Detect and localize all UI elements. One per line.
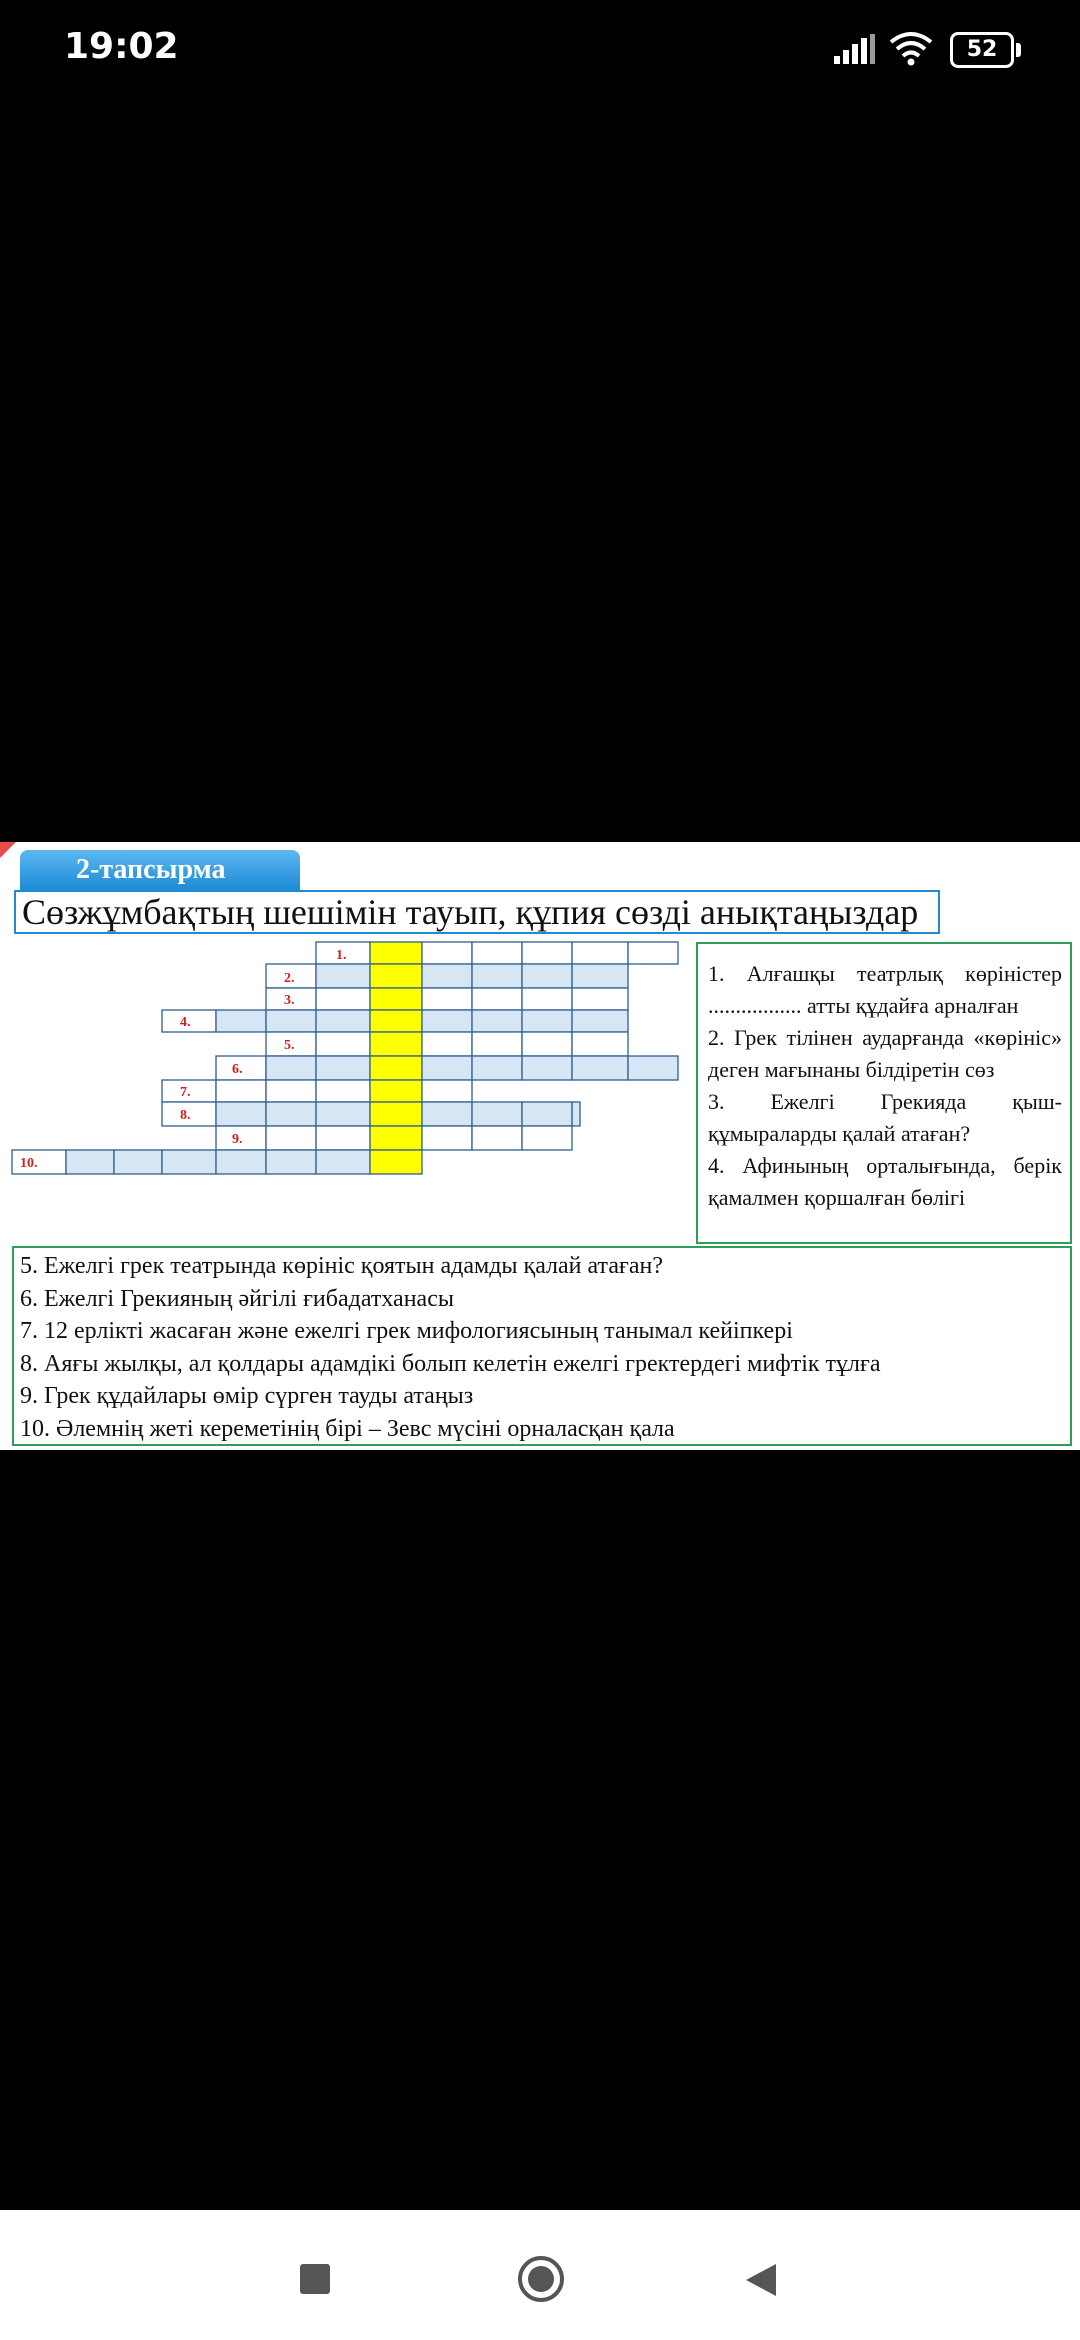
crossword-cell <box>522 1056 572 1080</box>
crossword-cell <box>522 1010 572 1032</box>
crossword-cell <box>522 1032 572 1056</box>
clue-text-1: 1. Алғашқы театрлық көріністер ................. атты құдайға арналған <box>708 961 1062 1018</box>
crossword-cell <box>422 1056 472 1080</box>
crossword-cell <box>316 1080 370 1102</box>
crossword-cell-key <box>370 1126 422 1150</box>
battery-icon: 52 <box>950 32 1014 68</box>
clue-number-3: 3. <box>284 993 295 1008</box>
crossword-cell-key <box>370 1150 422 1174</box>
crossword-cell <box>66 1150 114 1174</box>
crossword-cell <box>316 1032 370 1056</box>
status-bar <box>0 0 1080 100</box>
crossword-cell <box>216 1150 266 1174</box>
crossword-cell-key <box>370 1056 422 1080</box>
crossword-cell <box>472 1102 522 1126</box>
task-tag: 2-тапсырма <box>20 850 300 890</box>
crossword-cell <box>472 1056 522 1080</box>
crossword-cell <box>422 964 472 988</box>
task-title: Сөзжұмбақтың шешімін тауып, құпия сөзді анықтаңыздар <box>14 890 940 934</box>
crossword-cell <box>114 1150 162 1174</box>
crossword-cell <box>572 1056 628 1080</box>
clue-number-6: 6. <box>232 1062 243 1077</box>
crossword-cell <box>316 1150 370 1174</box>
crossword-cell-key <box>370 942 422 964</box>
crossword-cell <box>422 1080 472 1102</box>
crossword-cell <box>522 1126 572 1150</box>
crossword-cell <box>472 1126 522 1150</box>
crossword-cell <box>316 964 370 988</box>
crossword-cell <box>266 1102 316 1126</box>
crossword-cell <box>522 964 572 988</box>
crossword-cell-key <box>370 1010 422 1032</box>
clue-text-9: 9. Грек құдайлары өмір сүрген тауды атаңыз <box>20 1383 474 1409</box>
crossword-cell <box>216 1080 266 1102</box>
navigation-bar <box>0 2210 1080 2340</box>
crossword-cell <box>266 1080 316 1102</box>
crossword-cell <box>572 988 628 1010</box>
crossword-cell <box>572 942 628 964</box>
crossword-cell <box>316 1102 370 1126</box>
crossword-cell <box>422 1126 472 1150</box>
back-button[interactable] <box>744 2262 778 2298</box>
crossword-cell <box>422 1010 472 1032</box>
wifi-icon <box>888 30 934 66</box>
clue-number-9: 9. <box>232 1132 243 1147</box>
crossword-cell <box>572 1102 580 1126</box>
crossword-cell <box>422 1102 472 1126</box>
crossword-cell <box>266 1056 316 1080</box>
crossword-cell <box>572 1010 628 1032</box>
crossword-cell <box>266 1150 316 1174</box>
clue-text-8: 8. Аяғы жылқы, ал қолдары адамдікі болып келетін ежелгі гректердегі мифтік тұлға <box>20 1350 881 1377</box>
recent-apps-button[interactable] <box>300 2264 330 2294</box>
clue-text-6: 6. Ежелгі Грекияның әйгілі ғибадатханасы <box>20 1285 454 1312</box>
clue-number-4: 4. <box>180 1015 191 1030</box>
clue-text-5: 5. Ежелгі грек театрында көрініс қоятын адамды қалай атаған? <box>20 1253 663 1279</box>
clue-number-2: 2. <box>284 971 295 986</box>
clue-text-7: 7. 12 ерлікті жасаған және ежелгі грек мифологиясының танымал кейіпкері <box>20 1318 793 1344</box>
crossword-cell <box>522 1102 572 1126</box>
crossword-cell <box>472 988 522 1010</box>
crossword-cell <box>422 942 472 964</box>
clue-text-3: 3. Ежелгі Грекияда қыш-құмыраларды қалай атаған? <box>708 1089 1062 1146</box>
worksheet-image <box>0 842 1080 1450</box>
clue-text-2: 2. Грек тілінен аударғанда «көрініс» деген мағынаны білдіретін сөз <box>708 1025 1062 1082</box>
clue-number-7: 7. <box>180 1085 191 1100</box>
crossword-cell <box>422 988 472 1010</box>
crossword-cell <box>522 988 572 1010</box>
crossword-cell <box>522 942 572 964</box>
crossword-cell <box>628 942 678 964</box>
crossword-cell-key <box>370 1080 422 1102</box>
crossword-cell <box>572 964 628 988</box>
crossword-cell <box>472 942 522 964</box>
crossword-cell <box>316 1056 370 1080</box>
clue-text-4: 4. Афинының орталығында, берік қамалмен қоршалған бөлігі <box>708 1153 1062 1210</box>
crossword-cell <box>472 1010 522 1032</box>
crossword-cell <box>472 964 522 988</box>
crossword-cell <box>162 1150 216 1174</box>
clock: 19:02 <box>64 26 179 67</box>
clue-text-10: 10. Әлемнің жеті кереметінің бірі – Зевс мүсіні орналасқан қала <box>20 1415 675 1442</box>
crossword-cell-key <box>370 988 422 1010</box>
crossword-cell <box>316 1010 370 1032</box>
crossword-cell <box>266 1010 316 1032</box>
crossword-cell <box>216 1102 266 1126</box>
crossword-cell <box>472 1032 522 1056</box>
crossword-cell <box>266 1126 316 1150</box>
crossword-cell <box>572 1032 628 1056</box>
clue-number-10: 10. <box>20 1156 38 1171</box>
crossword-cell <box>216 1010 266 1032</box>
crossword-cell <box>316 1126 370 1150</box>
crossword-cell-key <box>370 1102 422 1126</box>
clues-box-bottom <box>12 1246 1072 1446</box>
home-button[interactable] <box>516 2254 566 2304</box>
crossword-grid <box>0 842 700 1272</box>
crossword-cell-key <box>370 964 422 988</box>
crossword-cell <box>628 1056 678 1080</box>
crossword-cell <box>422 1032 472 1056</box>
clues-box-right <box>696 942 1072 1244</box>
crossword-cell-key <box>370 1032 422 1056</box>
crossword-cell <box>316 988 370 1010</box>
clue-number-8: 8. <box>180 1108 191 1123</box>
clue-number-1: 1. <box>336 948 347 963</box>
signal-icon <box>832 34 876 64</box>
clue-number-5: 5. <box>284 1038 295 1053</box>
